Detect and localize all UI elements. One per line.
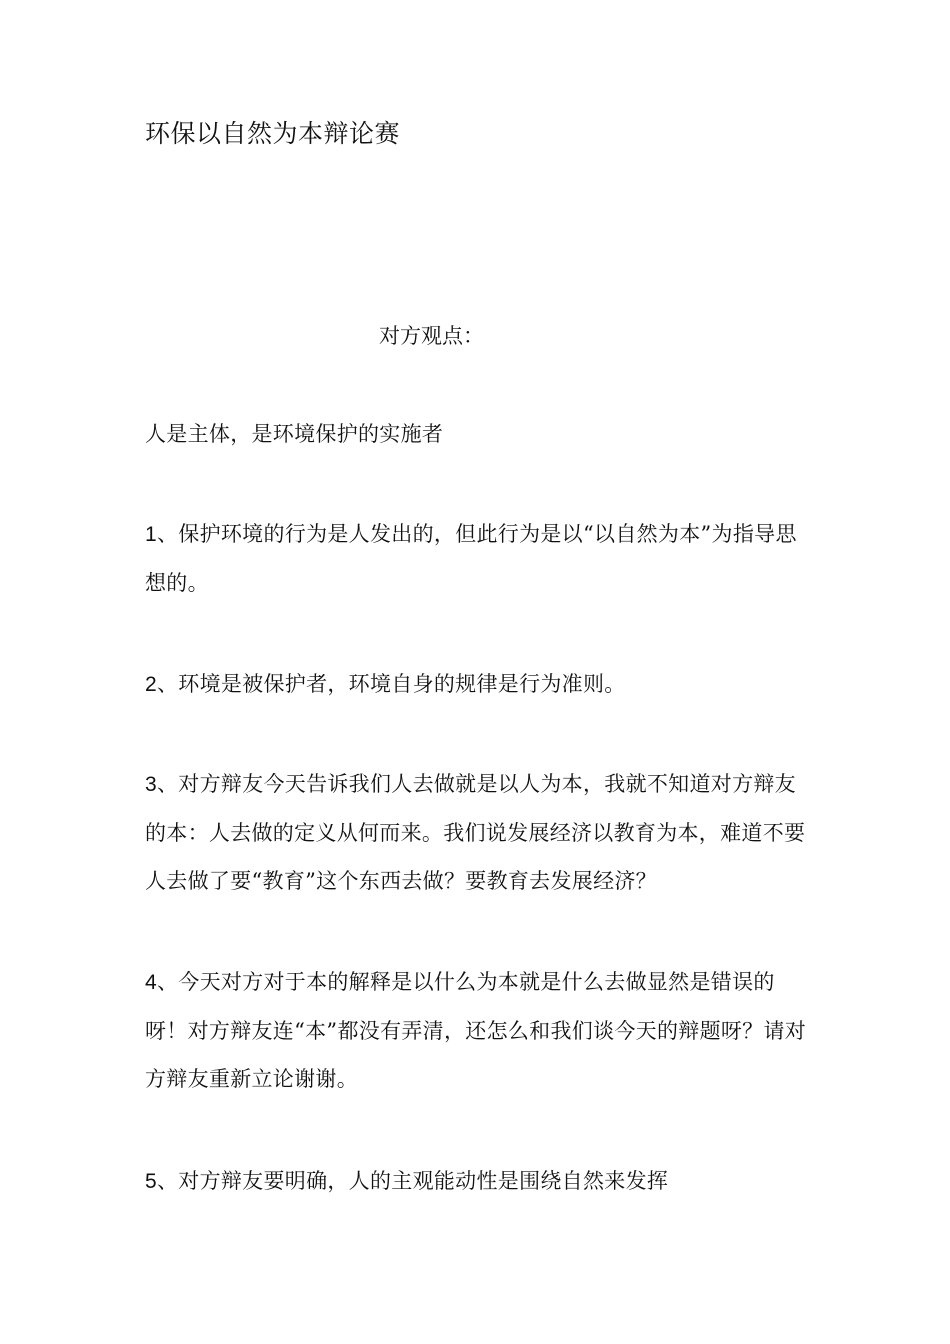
point-number: 1 xyxy=(145,523,157,546)
point-3-paragraph xyxy=(145,760,810,905)
point-2-paragraph xyxy=(145,660,810,709)
point-number: 4 xyxy=(145,971,157,994)
paragraph-text: 、今天对方对于本的解释是以什么为本就是什么去做显然是错误的呀！对方辩友连“本”都没有弄清，还怎么和我们谈今天的辩题呀？请对方辩友重新立论谢谢。 xyxy=(145,970,807,1091)
point-4-paragraph xyxy=(145,958,810,1103)
point-1-paragraph xyxy=(145,510,810,607)
point-number: 2 xyxy=(145,673,157,696)
thesis-paragraph xyxy=(145,410,810,458)
document-title: 环保以自然为本辩论赛 xyxy=(145,119,401,148)
opponent-viewpoint-heading: 对方观点： xyxy=(379,324,484,348)
paragraph-text: 人是主体，是环境保护的实施者 xyxy=(145,422,444,446)
paragraph-text: 、对方辩友今天告诉我们人去做就是以人为本，我就不知道对方辩友的本：人去做的定义从何而来。我们说发展经济以教育为本，难道不要人去做了要“教育”这个东西去做？要教育去发展经济？ xyxy=(145,772,806,893)
paragraph-text: 、对方辩友要明确，人的主观能动性是围绕自然来发挥 xyxy=(156,1169,669,1193)
point-5-paragraph xyxy=(145,1157,810,1206)
point-number: 5 xyxy=(145,1170,157,1193)
paragraph-text: 、环境是被保护者，环境自身的规律是行为准则。 xyxy=(156,672,626,696)
point-number: 3 xyxy=(145,773,157,796)
paragraph-text: 、保护环境的行为是人发出的，但此行为是以“以自然为本”为指导思想的。 xyxy=(145,522,797,595)
